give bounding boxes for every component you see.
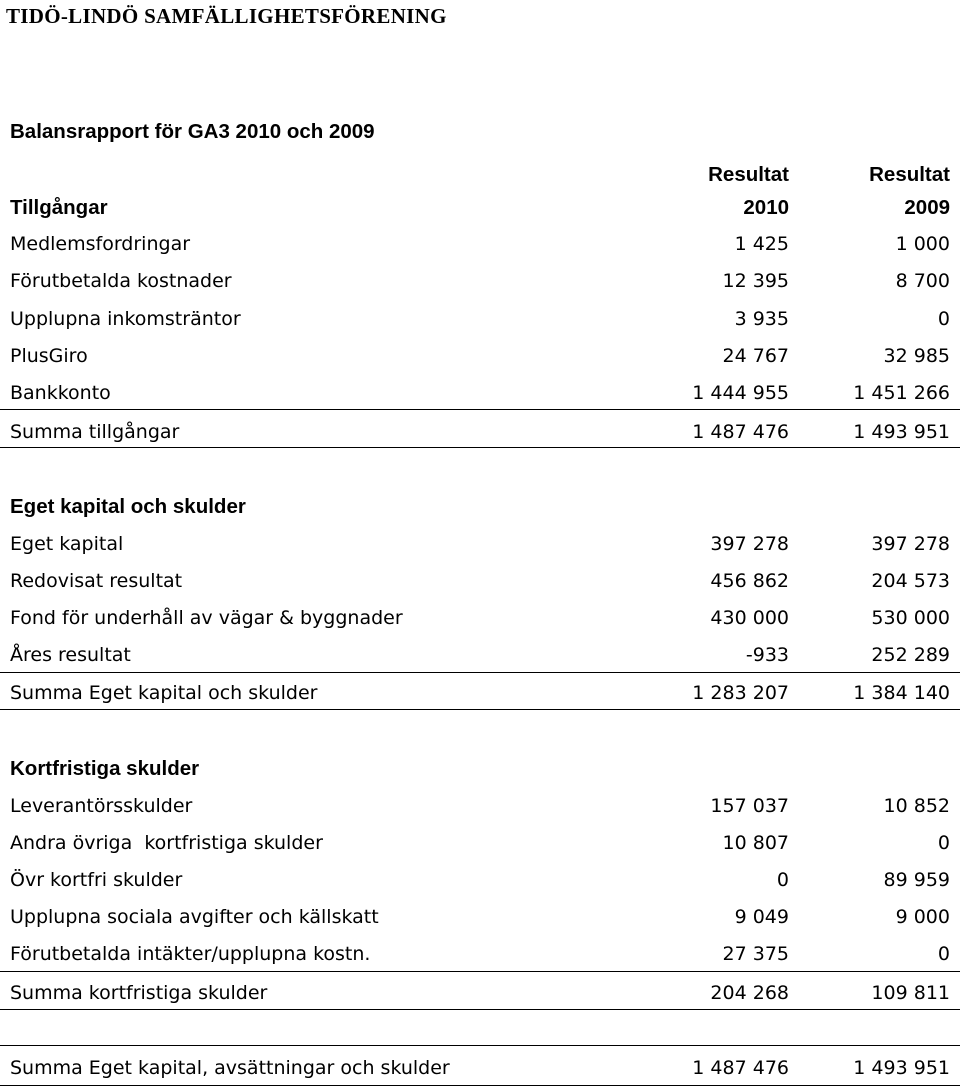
row-value-2010: 1 425 <box>734 233 789 255</box>
total-label: Summa tillgångar <box>10 421 180 443</box>
row-value-2009: 0 <box>937 943 950 965</box>
table-row <box>10 902 950 932</box>
short-term-heading-row <box>10 754 950 784</box>
divider <box>0 409 960 410</box>
report-title: Balansrapport för GA3 2010 och 2009 <box>10 120 375 143</box>
table-row <box>10 304 950 334</box>
divider <box>0 1085 960 1086</box>
assets-heading-row <box>10 193 950 223</box>
column-2009-year: 2009 <box>904 196 950 219</box>
row-label: Andra övriga kortfristiga skulder <box>10 832 323 854</box>
assets-heading: Tillgångar <box>10 196 108 219</box>
row-value-2010: 9 049 <box>734 906 789 928</box>
divider <box>0 971 960 972</box>
divider <box>0 1009 960 1010</box>
short-term-heading: Kortfristiga skulder <box>10 757 200 780</box>
row-label: Redovisat resultat <box>10 570 183 592</box>
row-value-2010: 430 000 <box>710 607 789 629</box>
equity-heading-row <box>10 492 950 522</box>
row-value-2009: 1 000 <box>895 233 950 255</box>
organization-title: TIDÖ-LINDÖ SAMFÄLLIGHETSFÖRENING <box>6 4 447 28</box>
table-row <box>10 529 950 559</box>
total-value-2010: 1 283 207 <box>692 682 789 704</box>
row-label: Upplupna inkomsträntor <box>10 308 241 330</box>
grand-total-row <box>10 1053 950 1083</box>
row-value-2010: 0 <box>776 869 789 891</box>
row-value-2010: 10 807 <box>722 832 789 854</box>
total-value-2009: 1 493 951 <box>853 421 950 443</box>
assets-total-row <box>10 417 950 447</box>
total-label: Summa Eget kapital och skulder <box>10 682 318 704</box>
total-label: Summa kortfristiga skulder <box>10 982 268 1004</box>
table-row <box>10 939 950 969</box>
grand-total-value-2009: 1 493 951 <box>853 1057 950 1079</box>
row-label: Förutbetalda intäkter/upplupna kostn. <box>10 943 371 965</box>
column-2010-label: Resultat <box>708 163 789 186</box>
row-label: Bankkonto <box>10 382 111 404</box>
row-value-2010: 1 444 955 <box>692 382 789 404</box>
row-value-2009: 530 000 <box>871 607 950 629</box>
divider <box>0 672 960 673</box>
total-value-2009: 109 811 <box>871 982 950 1004</box>
equity-heading: Eget kapital och skulder <box>10 495 246 518</box>
row-label: Medlemsfordringar <box>10 233 191 255</box>
row-label: Övr kortfri skulder <box>10 869 183 891</box>
row-label: Fond för underhåll av vägar & byggnader <box>10 607 403 629</box>
total-value-2010: 204 268 <box>710 982 789 1004</box>
row-value-2009: 0 <box>937 308 950 330</box>
table-row <box>10 566 950 596</box>
row-label: Åres resultat <box>10 644 131 666</box>
equity-total-row <box>10 678 950 708</box>
row-value-2010: -933 <box>745 644 789 666</box>
table-row <box>10 828 950 858</box>
table-row <box>10 865 950 895</box>
divider <box>0 1045 960 1046</box>
divider <box>0 447 960 448</box>
table-row <box>10 341 950 371</box>
row-label: PlusGiro <box>10 345 88 367</box>
divider <box>0 709 960 710</box>
table-row <box>10 603 950 633</box>
row-value-2009: 89 959 <box>883 869 950 891</box>
column-2009-label: Resultat <box>869 163 950 186</box>
row-value-2009: 1 451 266 <box>853 382 950 404</box>
row-value-2009: 10 852 <box>883 795 950 817</box>
row-value-2009: 204 573 <box>871 570 950 592</box>
row-value-2010: 27 375 <box>722 943 789 965</box>
grand-total-label: Summa Eget kapital, avsättningar och skulder <box>10 1057 450 1079</box>
column-header-row-top <box>10 160 950 190</box>
table-row <box>10 378 950 408</box>
table-row <box>10 229 950 259</box>
row-value-2010: 12 395 <box>722 270 789 292</box>
row-label: Förutbetalda kostnader <box>10 270 232 292</box>
table-row <box>10 791 950 821</box>
row-label: Eget kapital <box>10 533 124 555</box>
row-value-2010: 456 862 <box>710 570 789 592</box>
row-value-2010: 3 935 <box>734 308 789 330</box>
row-value-2010: 157 037 <box>710 795 789 817</box>
total-value-2009: 1 384 140 <box>853 682 950 704</box>
total-value-2010: 1 487 476 <box>692 421 789 443</box>
row-value-2009: 0 <box>937 832 950 854</box>
row-value-2009: 9 000 <box>895 906 950 928</box>
row-value-2009: 397 278 <box>871 533 950 555</box>
row-label: Leverantörsskulder <box>10 795 193 817</box>
row-value-2010: 24 767 <box>722 345 789 367</box>
row-value-2010: 397 278 <box>710 533 789 555</box>
row-value-2009: 252 289 <box>871 644 950 666</box>
row-value-2009: 32 985 <box>883 345 950 367</box>
column-2010-year: 2010 <box>743 196 789 219</box>
row-label: Upplupna sociala avgifter och källskatt <box>10 906 379 928</box>
grand-total-value-2010: 1 487 476 <box>692 1057 789 1079</box>
short-term-total-row <box>10 978 950 1008</box>
row-value-2009: 8 700 <box>895 270 950 292</box>
table-row <box>10 266 950 296</box>
table-row <box>10 640 950 670</box>
